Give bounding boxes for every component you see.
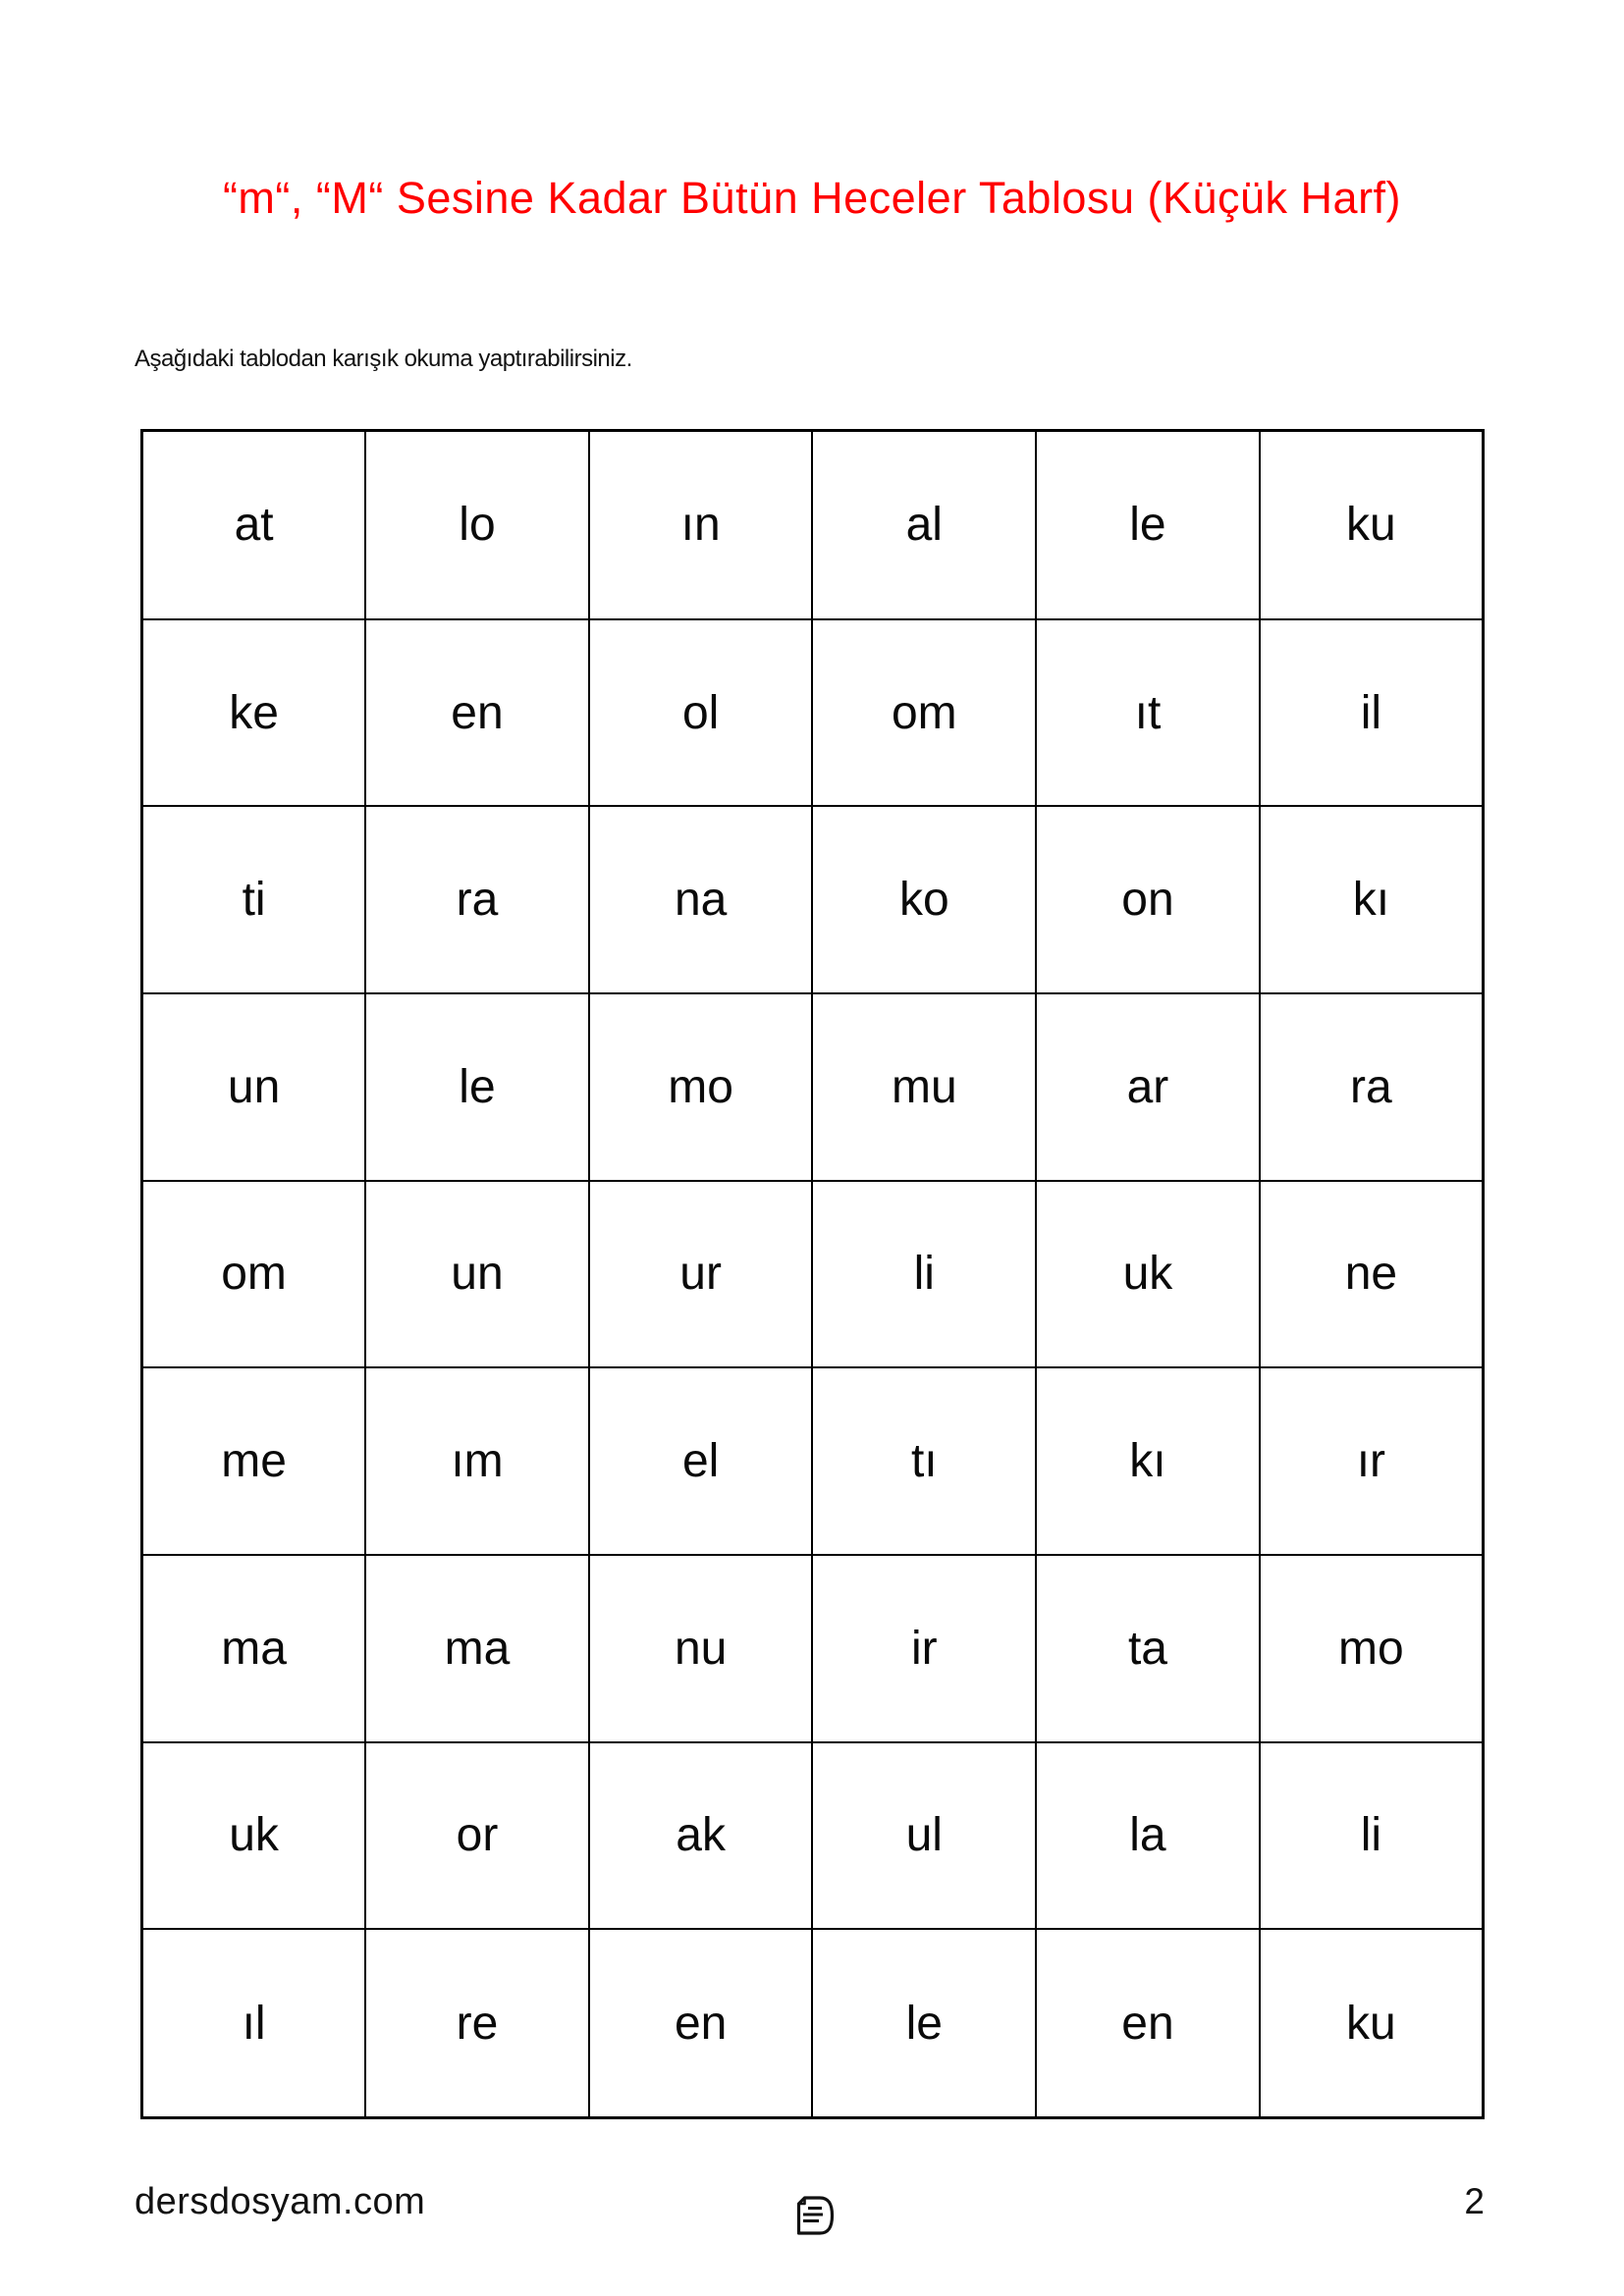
table-row [142,431,1484,619]
table-cell: kı [1260,806,1484,993]
table-cell: ta [1036,1555,1260,1742]
table-cell: en [589,1929,813,2117]
table-cell: ko [812,806,1036,993]
table-cell: uk [1036,1181,1260,1368]
table-cell: ku [1260,1929,1484,2117]
table-cell: le [1036,431,1260,619]
table-cell: ıt [1036,619,1260,807]
table-cell: lo [365,431,589,619]
table-cell: ak [589,1742,813,1930]
syllable-table [140,429,1485,2119]
table-cell: ın [589,431,813,619]
table-row [142,619,1484,807]
table-cell: en [1036,1929,1260,2117]
table-cell: at [142,431,366,619]
table-cell: ul [812,1742,1036,1930]
table-cell: on [1036,806,1260,993]
table-cell: ar [1036,993,1260,1181]
page-number: 2 [1464,2181,1485,2221]
document-icon [791,2194,835,2237]
table-cell: ir [812,1555,1036,1742]
table-cell: ır [1260,1367,1484,1555]
table-cell: tı [812,1367,1036,1555]
table-cell: mu [812,993,1036,1181]
table-cell: le [365,993,589,1181]
table-cell: ol [589,619,813,807]
table-cell: re [365,1929,589,2117]
table-cell: ra [365,806,589,993]
table-cell: kı [1036,1367,1260,1555]
table-cell: li [1260,1742,1484,1930]
table-cell: ur [589,1181,813,1368]
table-cell: ıl [142,1929,366,2117]
table-cell: il [1260,619,1484,807]
table-cell: na [589,806,813,993]
table-cell: ra [1260,993,1484,1181]
page-title: “m“, “M“ Sesine Kadar Bütün Heceler Tablosu (Küçük Harf) [222,173,1402,223]
table-cell: un [142,993,366,1181]
table-cell: ne [1260,1181,1484,1368]
table-cell: ke [142,619,366,807]
table-cell: en [365,619,589,807]
table-cell: ma [365,1555,589,1742]
table-row [142,1742,1484,1930]
table-cell: le [812,1929,1036,2117]
table-cell: el [589,1367,813,1555]
table-cell: al [812,431,1036,619]
instruction-text: Aşağıdaki tablodan karışık okuma yaptırabilirsiniz. [135,346,632,372]
table-row [142,993,1484,1181]
table-cell: om [142,1181,366,1368]
table-cell: un [365,1181,589,1368]
table-cell: me [142,1367,366,1555]
table-cell: li [812,1181,1036,1368]
table-cell: ku [1260,431,1484,619]
table-cell: ım [365,1367,589,1555]
table-cell: nu [589,1555,813,1742]
table-row [142,806,1484,993]
table-cell: ti [142,806,366,993]
table-row [142,1367,1484,1555]
footer-website: dersdosyam.com [135,2181,426,2222]
table-cell: mo [1260,1555,1484,1742]
table-cell: uk [142,1742,366,1930]
table-cell: om [812,619,1036,807]
table-cell: or [365,1742,589,1930]
table-cell: mo [589,993,813,1181]
table-cell: ma [142,1555,366,1742]
table-row [142,1555,1484,1742]
table-row [142,1181,1484,1368]
table-cell: la [1036,1742,1260,1930]
table-row [142,1929,1484,2117]
